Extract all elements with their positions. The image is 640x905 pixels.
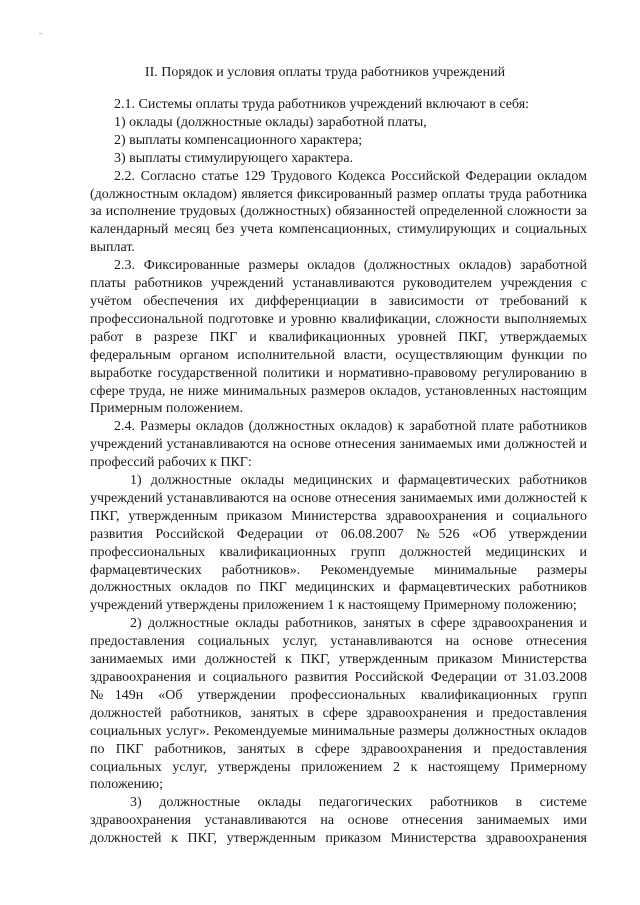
scan-speck	[39, 33, 42, 34]
paragraph-2-4-item-1: 1) должностные оклады медицинских и фармацевтических работников учреждений устанавливаются на основе отнесения занимаемых ими должностей к ПКГ, утвержденным приказом Министерства здравоохранения и социального развития Российской Федерации от 06.08.2007 №526 «Об утверждении профессиональных квалификационных групп должностей медицинских и фармацевтических работников». Рекомендуемые минимальные размеры должностных окладов по ПКГ медицинских и фармацевтических работников учреждений утверждены приложением 1 к настоящему Примерному положению;	[90, 473, 587, 614]
paragraph-2-4-item-3: 3) должностные оклады педагогических работников в системе здравоохранения устанавливаются на основе отнесения занимаемых ими должностей к ПКГ, утвержденным приказом Министерства здравоохранения	[90, 795, 587, 847]
paragraph-2-3: 2.3. Фиксированные размеры окладов (должностных окладов) заработной платы работников учреждений устанавливаются руководителем учреждения с учётом обеспечения их дифференциации в зависимости от требований к профессиональной подготовке и уровню квалификации, сложности выполняемых работ в разрезе ПКГ и квалификационных уровней ПКГ, утверждаемых федеральным органом исполнительной власти, осуществляющим функции по выработке государственной политики и нормативно-правовому регулированию в сфере труда, не ниже минимальных размеров окладов, установленных настоящим Примерным положением.	[90, 258, 587, 417]
paragraph-2-2: 2.2. Согласно статье 129 Трудового Кодекса Российской Федерации окладом (должностным окладом) является фиксированный размер оплаты труда работника за исполнение трудовых (должностных) обязанностей определенной сложности за календарный месяц без учета компенсационных, стимулирующих и социальных выплат.	[90, 168, 587, 256]
section-heading: II. Порядок и условия оплаты труда работников учреждений	[144, 65, 506, 80]
paragraph-2-1-item-3: 3) выплаты стимулирующего характера.	[114, 150, 354, 166]
paragraph-2-1-item-1: 1) оклады (должностные оклады) заработной платы,	[114, 114, 427, 130]
document-body	[90, 96, 587, 848]
paragraph-2-1: 2.1. Системы оплаты труда работников учреждений включают в себя:	[114, 97, 530, 112]
paragraph-2-4: 2.4. Размеры окладов (должностных окладов) к заработной плате работников учреждений устанавливаются на основе отнесения занимаемых ими должностей и профессий рабочих к ПКГ:	[90, 419, 587, 471]
paragraph-2-1-item-2: 2) выплаты компенсационного характера;	[114, 132, 363, 148]
paragraph-2-4-item-2: 2) должностные оклады работников, занятых в сфере здравоохранения и предоставления социальных услуг, устанавливаются на основе отнесения занимаемых ими должностей к ПКГ, утвержденным приказом Министерства здравоохранения и социального развития Российской Федерации от 31.03.2008 №149н «Об утверждении профессиональных квалификационных групп должностей работников, занятых в сфере здравоохранения и предоставления социальных услуг». Рекомендуемые минимальные размеры должностных окладов по ПКГ работников, занятых в сфере здравоохранения и предоставления социальных услуг, утверждены приложением 2 к настоящему Примерному положению;	[90, 616, 587, 793]
